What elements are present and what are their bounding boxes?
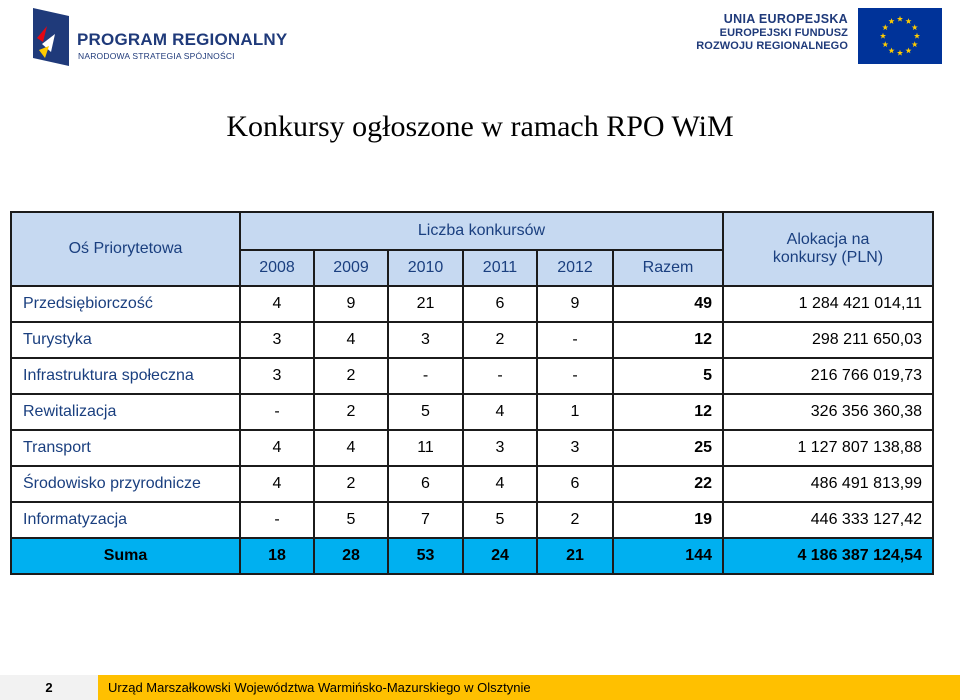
row-year-count: 4 (240, 430, 314, 466)
row-year-count: 5 (388, 394, 463, 430)
header-year-3: 2011 (463, 250, 537, 286)
row-total: 19 (613, 502, 723, 538)
program-regionalny-emblem-icon (33, 8, 69, 66)
row-year-count: 5 (463, 502, 537, 538)
eu-logo (696, 8, 942, 66)
table-row (11, 394, 933, 430)
row-allocation: 1 127 807 138,88 (723, 430, 933, 466)
row-allocation: 216 766 019,73 (723, 358, 933, 394)
row-year-count: 6 (463, 286, 537, 322)
row-year-count: 2 (463, 322, 537, 358)
table-row (11, 286, 933, 322)
row-year-count: 4 (240, 286, 314, 322)
row-year-count: 4 (314, 430, 388, 466)
row-total: 25 (613, 430, 723, 466)
header-year-0: 2008 (240, 250, 314, 286)
row-year-count: - (537, 322, 613, 358)
row-year-count: 2 (537, 502, 613, 538)
sum-year-count: 53 (388, 538, 463, 574)
row-axis-name: Rewitalizacja (11, 394, 240, 430)
row-total: 5 (613, 358, 723, 394)
row-year-count: 4 (463, 466, 537, 502)
row-year-count: 4 (314, 322, 388, 358)
row-year-count: 3 (463, 430, 537, 466)
sum-allocation: 4 186 387 124,54 (723, 538, 933, 574)
competitions-table (10, 211, 934, 575)
row-year-count: - (240, 502, 314, 538)
program-regionalny-subtitle: NARODOWA STRATEGIA SPÓJNOŚCI (78, 51, 235, 61)
row-year-count: 9 (537, 286, 613, 322)
row-allocation: 486 491 813,99 (723, 466, 933, 502)
sum-label: Suma (11, 538, 240, 574)
row-year-count: 21 (388, 286, 463, 322)
footer-text: Urząd Marszałkowski Województwa Warmińsko-Mazurskiego w Olsztynie (108, 680, 531, 695)
row-axis-name: Przedsiębiorczość (11, 286, 240, 322)
row-year-count: 6 (388, 466, 463, 502)
header-year-4: 2012 (537, 250, 613, 286)
row-axis-name: Transport (11, 430, 240, 466)
row-year-count: 6 (537, 466, 613, 502)
header-allocation: Alokacja na konkursy (PLN) (723, 212, 933, 286)
eu-logo-line3: ROZWOJU REGIONALNEGO (696, 40, 848, 52)
row-year-count: 1 (537, 394, 613, 430)
table-row (11, 358, 933, 394)
row-year-count: - (388, 358, 463, 394)
table-row (11, 502, 933, 538)
header-year-1: 2009 (314, 250, 388, 286)
header-axis: Oś Priorytetowa (11, 212, 240, 286)
page-title: Konkursy ogłoszone w ramach RPO WiM (226, 110, 734, 143)
row-total: 22 (613, 466, 723, 502)
row-year-count: - (537, 358, 613, 394)
row-total: 49 (613, 286, 723, 322)
header-year-2: 2010 (388, 250, 463, 286)
row-allocation: 298 211 650,03 (723, 322, 933, 358)
row-year-count: 9 (314, 286, 388, 322)
eu-logo-text (696, 12, 848, 52)
row-total: 12 (613, 394, 723, 430)
row-year-count: - (240, 394, 314, 430)
header-count-group: Liczba konkursów (240, 212, 723, 250)
row-year-count: - (463, 358, 537, 394)
footer-bar (0, 675, 960, 700)
row-year-count: 11 (388, 430, 463, 466)
program-regionalny-name: PROGRAM REGIONALNY (77, 30, 288, 49)
row-total: 12 (613, 322, 723, 358)
row-allocation: 1 284 421 014,11 (723, 286, 933, 322)
sum-year-count: 18 (240, 538, 314, 574)
row-year-count: 3 (537, 430, 613, 466)
table-row (11, 322, 933, 358)
row-axis-name: Środowisko przyrodnicze (11, 466, 240, 502)
sum-year-count: 24 (463, 538, 537, 574)
eu-logo-line1: UNIA EUROPEJSKA (723, 12, 848, 26)
row-year-count: 2 (314, 358, 388, 394)
row-allocation: 446 333 127,42 (723, 502, 933, 538)
row-year-count: 3 (240, 322, 314, 358)
row-year-count: 7 (388, 502, 463, 538)
table-row (11, 430, 933, 466)
header-year-5: Razem (613, 250, 723, 286)
row-year-count: 4 (463, 394, 537, 430)
row-year-count: 3 (240, 358, 314, 394)
eu-logo-line2: EUROPEJSKI FUNDUSZ (719, 27, 848, 39)
sum-row (11, 538, 933, 574)
row-axis-name: Informatyzacja (11, 502, 240, 538)
table-row (11, 466, 933, 502)
eu-flag-icon (858, 8, 942, 64)
sum-year-count: 28 (314, 538, 388, 574)
row-year-count: 4 (240, 466, 314, 502)
row-year-count: 5 (314, 502, 388, 538)
program-regionalny-logo (33, 8, 288, 66)
page-number: 2 (0, 675, 98, 700)
row-year-count: 2 (314, 394, 388, 430)
row-year-count: 2 (314, 466, 388, 502)
sum-year-count: 21 (537, 538, 613, 574)
sum-total: 144 (613, 538, 723, 574)
row-allocation: 326 356 360,38 (723, 394, 933, 430)
row-axis-name: Turystyka (11, 322, 240, 358)
row-axis-name: Infrastruktura społeczna (11, 358, 240, 394)
row-year-count: 3 (388, 322, 463, 358)
